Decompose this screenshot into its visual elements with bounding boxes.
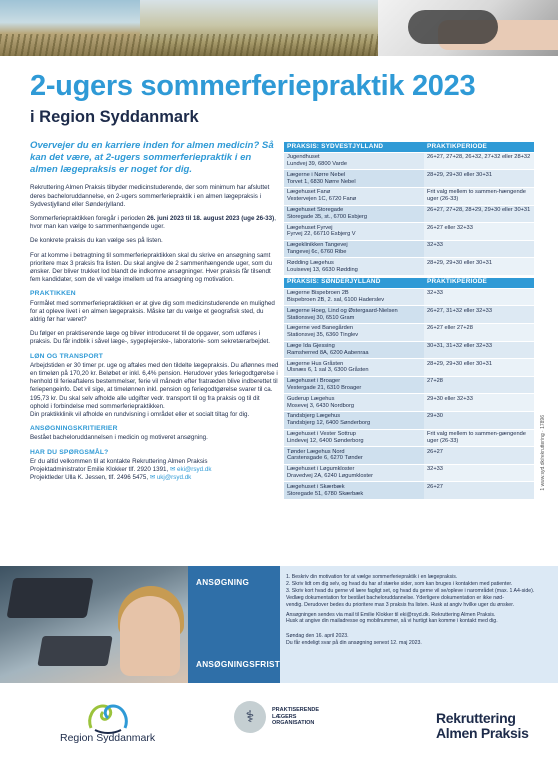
left-column (30, 140, 280, 488)
table-row (284, 152, 534, 170)
praksis-address: Dravedvej 2A, 6240 Løgumkloster (287, 472, 373, 479)
section-heading-praktikken: PRAKTIKKEN (30, 290, 76, 298)
praksis-name: Rødding Lægehus (287, 259, 334, 266)
period-text: 29+30 (427, 413, 443, 420)
praksis-name: Lægehuset Fanø (287, 189, 331, 196)
praksis-address: Louisevej 13, 6630 Rødding (287, 266, 358, 273)
rekruttering-logo (436, 711, 529, 741)
praksis-address: Stationsvej 30, 6510 Gram (287, 314, 355, 321)
praksis-address: Storegade 35, st., 6700 Esbjerg (287, 213, 367, 220)
period-text: 26+27, 27+28, 28+29, 29+30 eller 30+31 (427, 207, 531, 214)
apply-info-box (280, 566, 558, 683)
period-cell (424, 394, 534, 412)
contact-emilie: Projektadministrator Emilie Klokker tlf. 2920 1391, (30, 466, 170, 474)
period-text: 32+33 (427, 290, 443, 297)
period-cell (424, 187, 534, 205)
info-line: 2. Skriv lidt om dig selv, og hvad du har af stærke sider, som kan bruges i kontakten med patienter. (286, 580, 513, 587)
beach-grass-photo (140, 0, 378, 56)
praksis-address: Vestergade 21, 6310 Broager (287, 385, 362, 392)
period-text: 29+30 eller 32+33 (427, 395, 473, 402)
praksis-name: Lægehuset i Skærbæk (287, 483, 345, 490)
table-row (284, 240, 534, 258)
ram-line: Rekruttering (436, 710, 516, 726)
table-row (284, 464, 534, 482)
praksis-name: Lægeklinikken Tangevej (287, 242, 348, 249)
table-row (284, 170, 534, 188)
deadline-line: Du får endeligt svar på din ansøgning senest 12. maj 2023. (286, 640, 422, 647)
lead-text: Overvejer du en karriere inden for almen medicin? Så kan det være, at 2-ugers sommerferiepraktik i en almen lægepraksis er noget for dig. (30, 140, 274, 175)
contact-line-1: Er du altid velkommen til at kontakte Rekruttering Almen Praksis (30, 457, 208, 465)
table-row (284, 429, 534, 447)
plo-line: LÆGERS (272, 713, 297, 720)
period-text: Frit valg mellem to sammen-gængende uger (26-33) (427, 431, 526, 444)
praksis-cell (284, 359, 424, 377)
praksis-cell (284, 447, 424, 465)
table-header (284, 142, 534, 152)
table-row (284, 482, 534, 499)
band-label-frist: ANSØGNINGSFRIST (196, 660, 281, 669)
praksis-name: Lægerne Bispebroen 2B (287, 290, 349, 297)
section-heading-spoergsmaal: HAR DU SPØRGSMÅL? (30, 448, 109, 456)
period-paragraph (30, 215, 280, 231)
deadline-line: Søndag den 16. april 2023. (286, 633, 349, 640)
period-cell (424, 359, 534, 377)
praksis-cell (284, 306, 424, 324)
period-pre: Sommerferiepraktikken foregår i perioden (30, 215, 147, 222)
period-cell (424, 376, 534, 394)
right-column (284, 142, 534, 499)
blood-pressure-photo (378, 0, 558, 56)
table-header (284, 278, 534, 288)
info-line: vendig. Derudover bedes du prioritere max 3 praksis fra listen. Husk at angiv hvilke uger du ønsker. (286, 601, 515, 608)
period-cell (424, 341, 534, 359)
praksis-cell (284, 240, 424, 258)
praksis-cell (284, 223, 424, 241)
region-swirl-icon (83, 700, 133, 736)
period-text: 28+29, 29+30 eller 30+31 (427, 360, 492, 367)
period-cell (424, 306, 534, 324)
praksis-address: Torvet 1, 6830 Nørre Nebel (287, 178, 356, 185)
info-line: 1. Beskriv din motivation for at vælge sommerferiepraktik i en lægepraksis. (286, 574, 458, 580)
praksis-name: Lægehuset i Løgumkloster (287, 466, 355, 473)
praksis-cell (284, 376, 424, 394)
info-line: 3. Skriv kort hvad du gerne vil lære fagligt set, og hvad du gerne vil se/opleve i narområdet (max. 1 A4-side). (286, 587, 535, 594)
header-period: PRAKTIKPERIODE (427, 142, 487, 150)
apply-paragraph: For at komme i betragtning til sommerferiepraktikken skal du skrive en ansøgning samt prioritere max 3 praksis fra listen. Du skal angive de 2 sammenhængende uger, som du ønsker. Der bliver trukket lod blandt de indkomne ansøgninger. Hver praksis får tilsendt fem kandidater, som de vil vælge imellem ud fra ansøgning og motivation. (30, 251, 273, 284)
ram-line: Almen Praksis (436, 725, 529, 742)
table-row (284, 376, 534, 394)
praksis-address: Stationsvej 35, 6360 Tinglev (287, 332, 359, 339)
info-line: Ansøgningen sendes via mail til Emilie Klokker til eki@rsyd.dk. Rekruttering Almen Praksis. (286, 611, 496, 618)
table-row (284, 187, 534, 205)
period-text: 26+27, 27+28, 26+32, 27+32 eller 28+32 (427, 154, 531, 161)
table-row (284, 394, 534, 412)
table-row (284, 323, 534, 341)
period-cell (424, 429, 534, 447)
praksis-cell (284, 170, 424, 188)
praksis-name: Tandsbjerg Lægehus (287, 413, 341, 420)
period-text: 32+33 (427, 242, 443, 249)
period-text: 26+27 eller 27+28 (427, 325, 473, 332)
period-cell (424, 411, 534, 429)
plo-line: PRAKTISERENDE (272, 706, 320, 713)
header-praksis: PRAKSIS: SØNDERJYLLAND (287, 278, 381, 286)
table-row (284, 288, 534, 306)
table-row (284, 205, 534, 223)
period-cell (424, 152, 534, 170)
contact-line-3 (30, 474, 280, 482)
intro-paragraph: Rekruttering Almen Praksis tilbyder medicinstuderende, der som minimum har afsluttet deres bacheloruddannelse, en 2-ugers sommerferiepraktik i en almen lægepraksis i Sydvestjylland eller Sønderjylland. (30, 184, 270, 208)
plo-logo (234, 701, 319, 733)
info-line: Husk at angive din mailadresse og mobilnummer, så vi hurtigt kan komme i kontakt med dig. (286, 618, 498, 625)
praksis-name: Tønder Lægehus Nord (287, 448, 345, 455)
side-code: 1 www.syd.dk/rekruttering · 17896 (540, 415, 546, 491)
praktikken-p2: Du følger en praktiserende læge og bliver introduceret til de opgaver, som udføres i praksis. Du får indblik i såvel læge-, sygeplejerske-, laboratorie- som sekretærarbejdet. (30, 330, 271, 346)
praksis-cell (284, 429, 424, 447)
praksis-address: Bispebroen 2B, 2. sal, 6100 Haderslev (287, 297, 385, 304)
period-text: 26+27 (427, 483, 443, 490)
praksis-cell (284, 394, 424, 412)
praksis-name: Lægerne ved Banegården (287, 325, 354, 332)
praksis-cell (284, 258, 424, 275)
table-row (284, 223, 534, 241)
praksis-cell (284, 187, 424, 205)
header-photos (0, 0, 558, 56)
period-cell (424, 464, 534, 482)
page-title: 2-ugers sommerferiepraktik 2023 (30, 70, 476, 102)
table-row (284, 306, 534, 324)
lon-p2: Din praktikklinik vil afholde en rundvisning i området eller et socialt tiltag for dig. (30, 411, 250, 419)
praksis-cell (284, 323, 424, 341)
period-cell (424, 258, 534, 275)
praksis-address: Tandsbjerg 12, 6400 Sønderborg (287, 420, 371, 427)
period-cell (424, 288, 534, 306)
praksis-cell (284, 152, 424, 170)
period-text: 27+28 (427, 378, 443, 385)
praksis-address: Ulsnæs 6, 1 sal 3, 6300 Gråsten (287, 367, 369, 374)
praktikken-p1: Formålet med sommerferiepraktikken er at give dig som medicinstuderende en mulighed for at opleve livet i en almen lægepraksis. Måske tør du vælge et geografisk sted, du aldrig før har været? (30, 299, 275, 324)
period-cell (424, 170, 534, 188)
period-text: 32+33 (427, 466, 443, 473)
praksis-name: Lægehuset i Vester Sottrup (287, 431, 356, 437)
praksis-name: Lægerne Hus Gråsten (287, 360, 344, 367)
praksis-name: Guderup Lægehus (287, 395, 335, 402)
contact-ulla: Projektleder Ulla K. Jessen, tlf. 2496 5475, (30, 474, 150, 482)
period-text: 28+29, 29+30 eller 30+31 (427, 171, 492, 178)
praksis-cell (284, 464, 424, 482)
period-cell (424, 223, 534, 241)
table-row (284, 447, 534, 465)
praksis-address: Lindevej 12, 6400 Sønderborg (287, 437, 364, 444)
period-text: 26+27, 31+32 eller 32+33 (427, 307, 492, 314)
region-syddanmark-text: Region Syddanmark (60, 732, 156, 744)
table-row (284, 341, 534, 359)
header-praksis: PRAKSIS: SYDVESTJYLLAND (287, 142, 384, 150)
period-cell (424, 205, 534, 223)
period-cell (424, 447, 534, 465)
table-row (284, 258, 534, 275)
praksis-name: Lægerne Hoeg, Lind og Østergaard-Nielsen (287, 307, 398, 314)
praksis-address: Fyrvej 22, 66710 Esbjerg V (287, 231, 356, 238)
period-text: Frit valg mellem to sammen-hængende uger (26-33) (427, 189, 526, 203)
period-dates: 26. juni 2023 til 18. august 2023 (uge 26-33) (146, 215, 275, 222)
praksis-cell (284, 411, 424, 429)
table-row (284, 411, 534, 429)
table-sydvestjylland (284, 142, 534, 275)
table-row (284, 359, 534, 377)
praksis-address: Storegade 51, 6780 Skærbæk (287, 490, 364, 497)
table-soenderjylland (284, 278, 534, 499)
praksis-name: Lægehuset i Broager (287, 378, 341, 385)
period-cell (424, 323, 534, 341)
dune-photo (0, 0, 140, 56)
praksis-name: Lægerne i Nørre Nebel (287, 171, 346, 178)
kriterier-p1: Bestået bacheloruddannelsen i medicin og motiveret ansøgning. (30, 434, 208, 442)
header-period: PRAKTIKPERIODE (427, 278, 487, 286)
period-text: 26+27 eller 32+33 (427, 224, 473, 231)
period-text: 28+29, 29+30 eller 30+31 (427, 259, 492, 266)
contact-line-2 (30, 466, 280, 474)
caduceus-icon: ⚕ (234, 701, 266, 733)
praksis-name: Lægehuset Fyrvej (287, 224, 333, 231)
choose-paragraph: De konkrete praksis du kan vælge ses på listen. (30, 237, 163, 245)
praksis-address: Carstensgade 6, 6270 Tønder (287, 455, 363, 462)
praksis-address: Ramsherred 8A, 6200 Aabenraa (287, 349, 369, 356)
praksis-name: Lægehuset Storegade (287, 207, 344, 214)
plo-line: ORGANISATION (272, 720, 315, 727)
praksis-cell (284, 482, 424, 499)
email-link-emilie[interactable]: ✉ eki@rsyd.dk (170, 466, 212, 474)
period-post: , hvor man kan vælge to sammenhængende uger. (30, 215, 276, 231)
praksis-address: Tangevej 6c, 6760 Ribe (287, 249, 347, 256)
region-syddanmark-logo (60, 700, 155, 744)
praksis-address: Mosevej 3, 6430 Nordborg (287, 402, 355, 409)
plo-text (272, 707, 319, 727)
praksis-name: Læge Ida Gjessing (287, 343, 335, 350)
praksis-cell (284, 288, 424, 306)
info-line: Vedlæg dokumentation for bestået bacheloruddannelse. Yderligere dokumentation er ikke nød- (286, 594, 504, 601)
praksis-name: Jugendhuset (287, 154, 320, 161)
praksis-cell (284, 205, 424, 223)
period-text: 26+27 (427, 448, 443, 455)
period-cell (424, 240, 534, 258)
section-heading-kriterier: ANSØGNINGSKRITIERIER (30, 425, 118, 433)
lon-p1: Arbejdstiden er 30 timer pr. uge og aftales med den tildelte lægepraksis. Du aflønnes med en timeløn på 170,20 kr. Beløbet er inkl. 6,4% pension. Herudover ydes feriegodtgørelse i henhold til ferieaftalens bestemmelser, ferie vil månedn efter fratræden blive indberettet til feriepengeinfo. Det vil sige, at timelønnen inkl. pension og feriegodtgørelse svarer til ca. 195,73 kr. Du skal selv afholde alle udgifter vedr. transport til og fra praksis og til dit ophold i forbindelse med sommerferiepraktikken. (30, 361, 279, 410)
students-photo (0, 566, 188, 683)
period-cell (424, 482, 534, 499)
email-link-ulla[interactable]: ✉ ukj@rsyd.dk (149, 474, 192, 482)
praksis-cell (284, 341, 424, 359)
period-text: 30+31, 31+32 eller 32+33 (427, 343, 492, 350)
page-subtitle: i Region Syddanmark (30, 108, 199, 126)
praksis-address: Lundvej 39, 6800 Varde (287, 161, 347, 168)
band-label-ansoegning: ANSØGNING (196, 578, 250, 587)
section-heading-lon: LØN OG TRANSPORT (30, 352, 104, 360)
praksis-address: Vestervejen 1C, 6720 Fanø (287, 196, 357, 203)
